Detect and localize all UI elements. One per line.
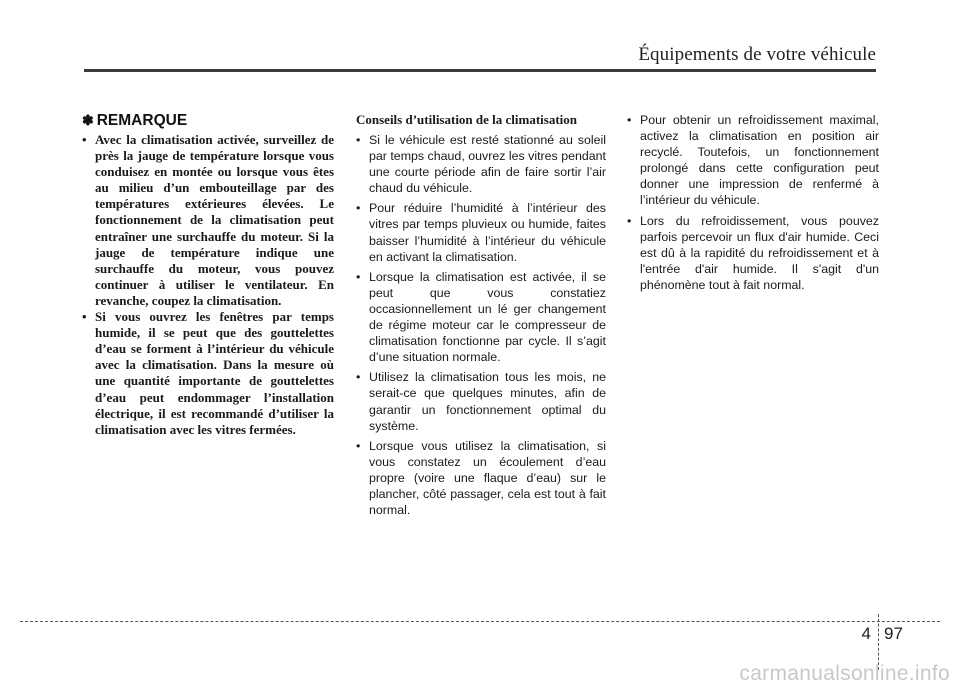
note-heading-text: REMARQUE <box>96 112 188 129</box>
page-header-title: Équipements de votre véhicule <box>638 44 876 65</box>
tips-item <box>356 200 606 264</box>
note-item-text: Si vous ouvrez les fenêtres par temps humide, il se peut que des gouttelettes d’eau se forment à l’intérieur du véhicule avec la climatisation. Dans la mesure où une quantité importante de gouttelettes d’eau peut endommager l’installation électrique, il est recommandé d’utiliser la climatisation avec les vitres fermées. <box>95 309 334 437</box>
tips-heading: Conseils d’utilisation de la climatisation <box>356 112 578 127</box>
note-item <box>82 309 334 438</box>
footer-divider <box>20 621 940 622</box>
note-list <box>82 132 334 438</box>
tips-column <box>356 112 606 522</box>
tips-item-text: Lors du refroidissement, vous pouvez parfois percevoir un flux d'air humide. Ceci est dû à la rapidité du refroidissement et à l'entrée d'air humide. Il s'agit d'un phénomène tout à fait normal. <box>640 213 879 292</box>
tips-item-text: Pour réduire l’humidité à l’intérieur des vitres par temps pluvieux ou humide, faites baisser l’humidité à l’intérieur du véhicule en activant la climatisation. <box>369 201 606 264</box>
tips-item <box>356 438 606 518</box>
tips-item <box>627 112 879 209</box>
tips-item <box>356 132 606 196</box>
tips-item-text: Utilisez la climatisation tous les mois, ne serait-ce que quelques minutes, afin de garantir un fonctionnement optimal du système. <box>369 370 606 433</box>
tips-item <box>627 213 879 293</box>
note-heading <box>82 112 334 130</box>
bullet-icon: • <box>82 132 87 147</box>
note-column <box>82 112 334 438</box>
tips-item-text: Pour obtenir un refroidissement maximal, activez la climatisation en position air recyclé. Toutefois, un fonctionnement prolongé dans cette configuration peut donner une impression de renfermé à l’intérieur du véhicule. <box>640 113 879 208</box>
note-star-icon: ✽ <box>82 112 94 128</box>
tips-list <box>356 132 606 518</box>
bullet-icon: • <box>627 113 632 127</box>
tips-item <box>356 369 606 433</box>
tips-item-text: Lorsque vous utilisez la climatisation, si vous constatez un écoulement d’eau propre (voire une flaque d’eau) sur le plancher, côté passager, cela est tout à fait normal. <box>369 438 606 518</box>
page-number: 97 <box>884 624 903 643</box>
bullet-icon: • <box>82 309 87 325</box>
tips-list-continued <box>627 112 879 293</box>
bullet-icon: • <box>356 133 361 147</box>
bullet-icon: • <box>356 370 361 385</box>
chapter-number: 4 <box>861 624 871 643</box>
tips-item <box>356 269 606 366</box>
note-item <box>82 132 334 309</box>
tips-item-text: Lorsque la climatisation est activée, il se peut que vous constatiez occasionnellement un lé ger changement de régime moteur car le compresseur de climatisation fonctionne par cycle. Il s’agit d’une situation normale. <box>369 269 606 365</box>
bullet-icon: • <box>627 213 632 228</box>
tips-column-continued <box>627 112 879 297</box>
header-divider <box>84 69 876 72</box>
bullet-icon: • <box>356 269 361 284</box>
bullet-icon: • <box>356 438 361 453</box>
tips-item-text: Si le véhicule est resté stationné au soleil par temps chaud, ouvrez les vitres pendant une courte période afin de faire sortir l’air chaud du véhicule. <box>369 133 606 196</box>
note-item-text: Avec la climatisation activée, surveillez de près la jauge de température lorsque vous conduisez en montée ou lorsque vous êtes au milieu d’un embouteillage par des températures extérieures élevées. Le fonctionnement de la climatisation peut entraîner une surchauffe du moteur. Si la jauge de température indique une surchauffe du moteur, vous pouvez continuer à utiliser le ventilateur. En revanche, coupez la climatisation. <box>95 132 334 308</box>
bullet-icon: • <box>356 201 361 216</box>
site-watermark: carmanualsonline.info <box>739 662 950 685</box>
